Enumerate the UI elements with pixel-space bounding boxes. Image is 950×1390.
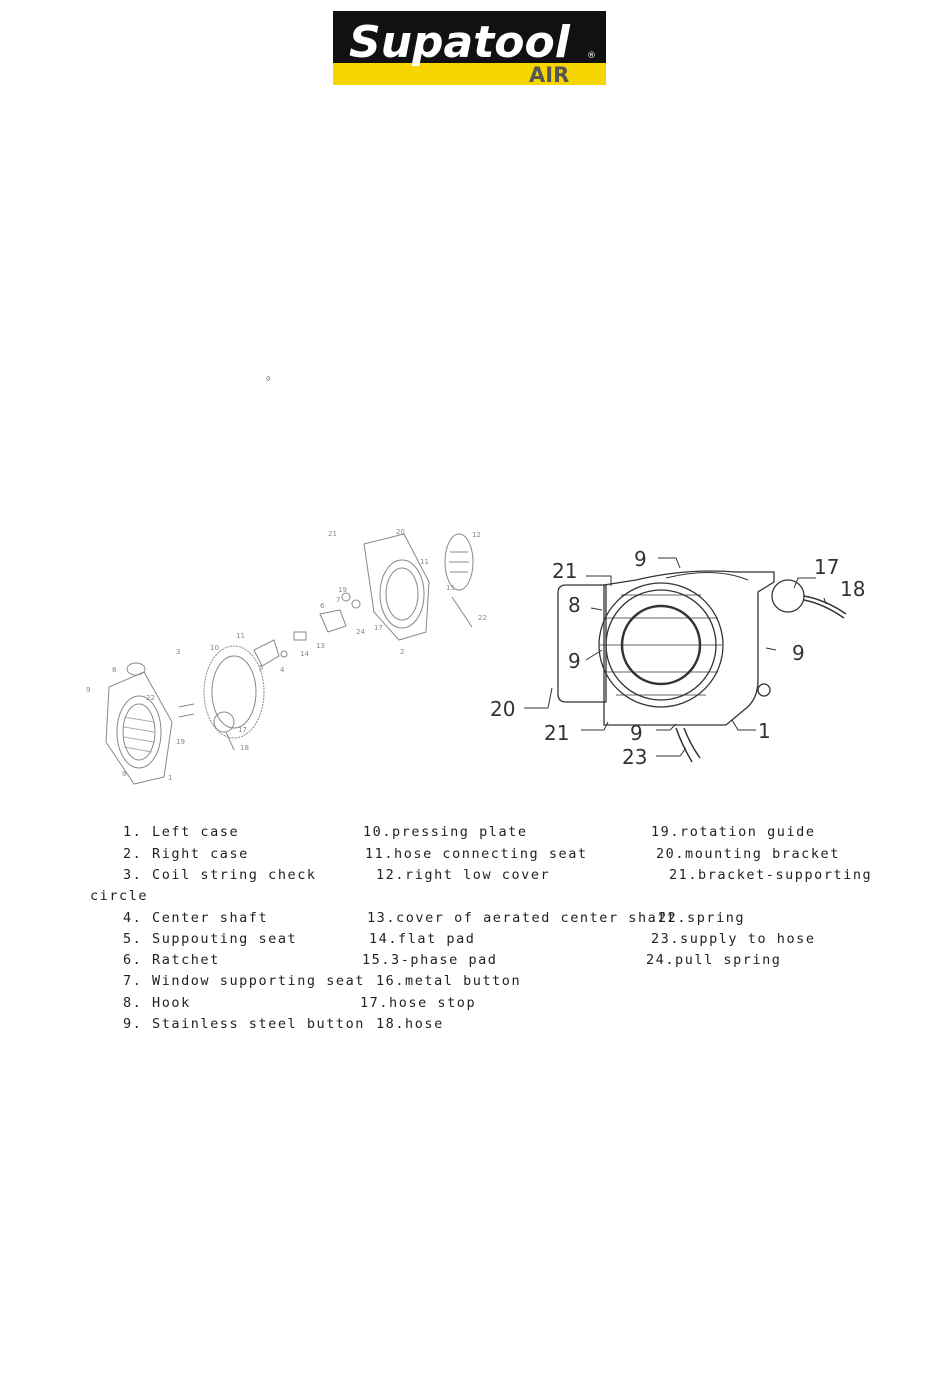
svg-text:9: 9 (792, 641, 805, 665)
svg-text:3: 3 (176, 648, 181, 656)
svg-text:1: 1 (168, 774, 173, 782)
svg-text:11: 11 (420, 558, 429, 566)
svg-text:17: 17 (814, 555, 840, 579)
svg-text:18: 18 (840, 577, 866, 601)
part-item: 22.spring (658, 910, 746, 926)
svg-text:20: 20 (396, 528, 405, 536)
svg-text:14: 14 (300, 650, 309, 658)
svg-text:9: 9 (634, 547, 647, 571)
svg-text:8: 8 (112, 666, 117, 674)
part-item: 10.pressing plate (363, 824, 528, 840)
svg-text:1: 1 (758, 719, 771, 743)
svg-text:9: 9 (122, 770, 127, 778)
part-item: 16.metal button (376, 973, 522, 989)
svg-text:18: 18 (240, 744, 249, 752)
part-item: 2. Right case (123, 846, 249, 862)
svg-text:13: 13 (316, 642, 325, 650)
part-item: 6. Ratchet (123, 952, 220, 968)
svg-text:20: 20 (490, 697, 516, 721)
part-item: 24.pull spring (646, 952, 782, 968)
part-item-wrap: circle (90, 888, 149, 904)
svg-text:6: 6 (320, 602, 325, 610)
part-item: 13.cover of aerated center shaft (367, 910, 677, 926)
supatool-air-logo (333, 11, 606, 85)
part-item: 5. Suppouting seat (123, 931, 298, 947)
logo-registered-mark: ® (587, 51, 596, 61)
svg-text:22: 22 (146, 694, 155, 702)
assembled-view-diagram (486, 540, 876, 772)
part-item: 20.mounting bracket (656, 846, 840, 862)
svg-text:17: 17 (238, 726, 247, 734)
svg-text:23: 23 (622, 745, 648, 769)
svg-text:2: 2 (400, 648, 405, 656)
part-item: 11.hose connecting seat (365, 846, 588, 862)
part-item: 15.3-phase pad (362, 952, 498, 968)
stray-mark: 。 (266, 368, 280, 383)
svg-text:24: 24 (356, 628, 365, 636)
part-item: 1. Left case (123, 824, 240, 840)
svg-text:12: 12 (472, 531, 481, 539)
part-item: 3. Coil string check (123, 867, 317, 883)
svg-text:21: 21 (328, 530, 337, 538)
part-item: 23.supply to hose (651, 931, 816, 947)
part-item: 14.flat pad (369, 931, 476, 947)
part-item: 21.bracket-supporting (669, 867, 873, 883)
svg-text:9: 9 (568, 649, 581, 673)
part-item: 7. Window supporting seat (123, 973, 365, 989)
svg-text:21: 21 (552, 559, 578, 583)
svg-text:9: 9 (86, 686, 91, 694)
svg-text:8: 8 (568, 593, 581, 617)
svg-text:22: 22 (478, 614, 487, 622)
part-item: 12.right low cover (376, 867, 551, 883)
svg-text:17: 17 (374, 624, 383, 632)
logo-air-text: AIR (529, 63, 570, 85)
part-item: 19.rotation guide (651, 824, 816, 840)
svg-text:10: 10 (210, 644, 219, 652)
svg-text:9: 9 (630, 721, 643, 745)
part-item: 17.hose stop (360, 995, 477, 1011)
svg-text:19: 19 (176, 738, 185, 746)
svg-text:11: 11 (236, 632, 245, 640)
svg-text:19: 19 (338, 586, 347, 594)
svg-text:21: 21 (544, 721, 570, 745)
part-item: 9. Stainless steel button (123, 1016, 365, 1032)
svg-text:4: 4 (280, 666, 285, 674)
exploded-view-diagram (84, 522, 494, 790)
logo-brand-text: Supatool (349, 17, 570, 68)
part-item: 4. Center shaft (123, 910, 269, 926)
part-item: 18.hose (376, 1016, 444, 1032)
part-item: 8. Hook (123, 995, 191, 1011)
svg-text:15: 15 (446, 584, 455, 592)
svg-text:5: 5 (259, 664, 264, 672)
svg-text:7: 7 (336, 596, 341, 604)
